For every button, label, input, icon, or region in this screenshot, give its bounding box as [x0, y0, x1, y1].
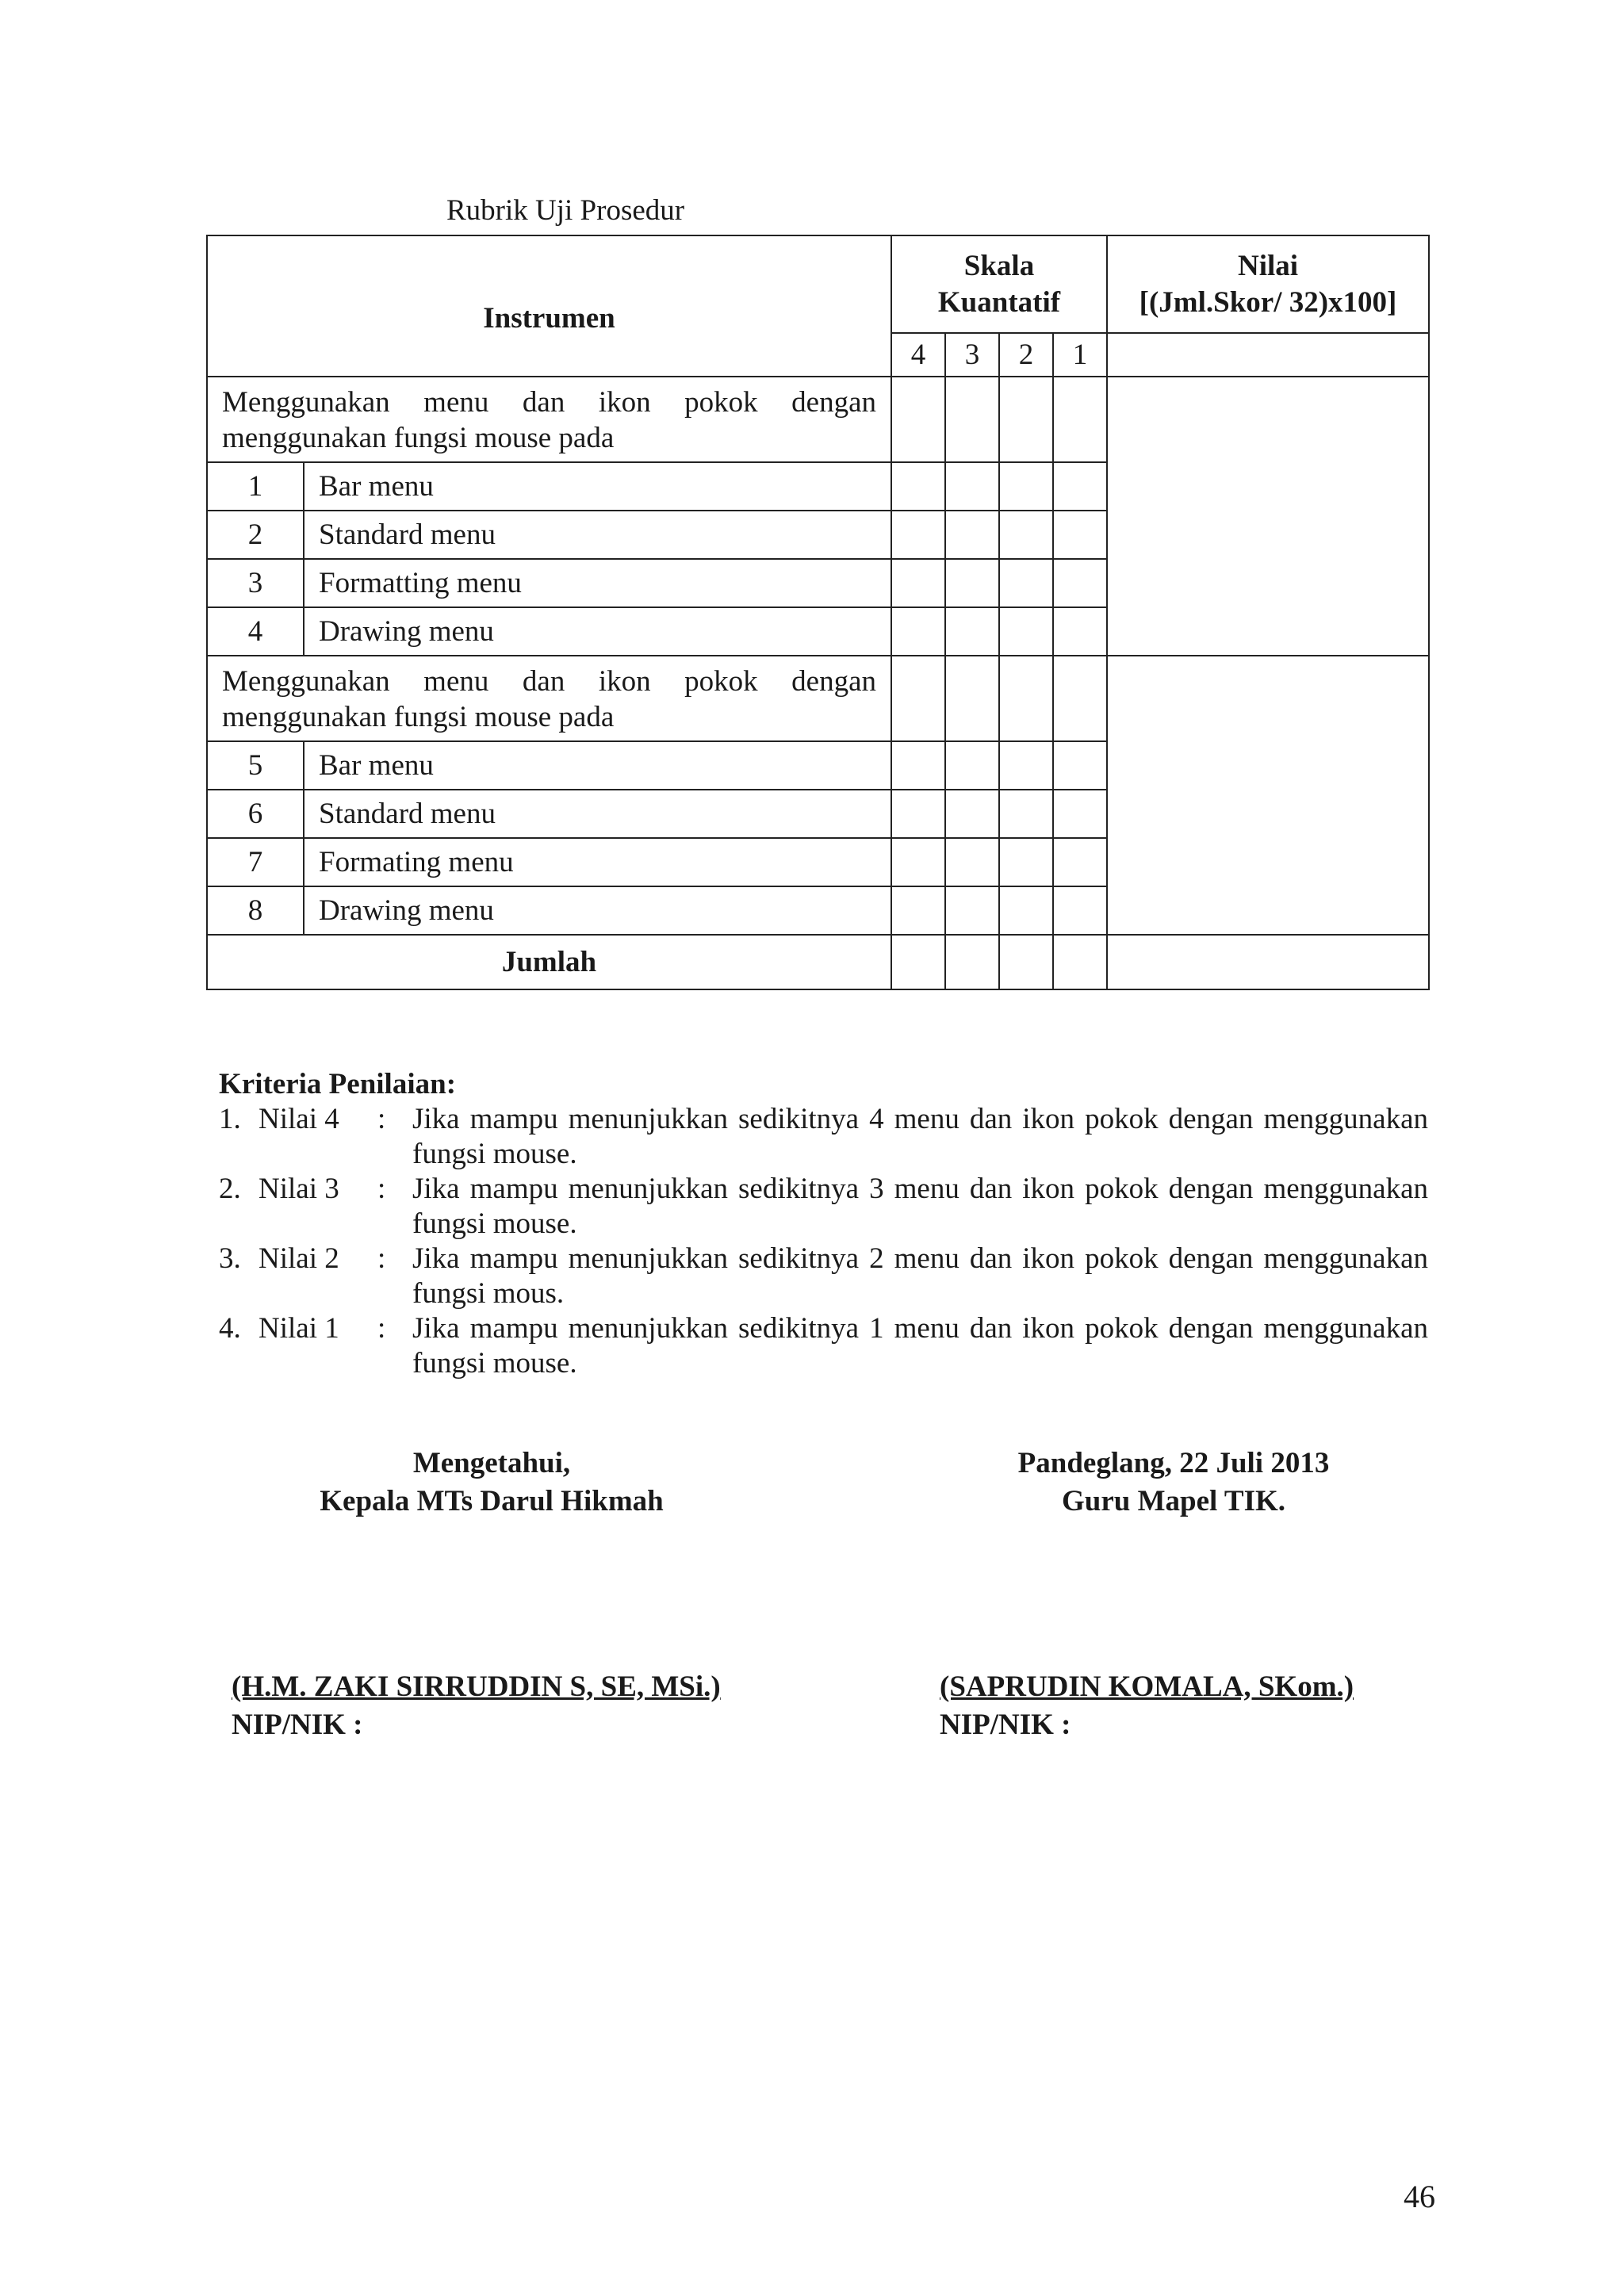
signatory-left	[232, 1668, 721, 1744]
score-cell	[1053, 462, 1107, 511]
score-cell	[1053, 559, 1107, 607]
kriteria-section	[219, 1067, 1428, 1381]
score-cell	[1053, 886, 1107, 935]
score-cell	[891, 838, 945, 886]
signature-right-line2: Guru Mapel TIK.	[1062, 1485, 1285, 1517]
item-label: Bar menu	[304, 462, 891, 511]
signature-block-right	[944, 1445, 1404, 1521]
item-label: Bar menu	[304, 741, 891, 790]
item-number: 8	[207, 886, 304, 935]
signatory-left-name: (H.M. ZAKI SIRRUDDIN S, SE, MSi.)	[232, 1670, 721, 1703]
score-cell	[1053, 511, 1107, 559]
item-number: 7	[207, 838, 304, 886]
list-item	[219, 1311, 1428, 1381]
criterion-colon: :	[377, 1312, 386, 1345]
criterion-label: Nilai 2	[259, 1242, 339, 1275]
page-number: 46	[1404, 2179, 1435, 2214]
item-number: 4	[207, 607, 304, 656]
score-cell	[1053, 656, 1107, 741]
criterion-label: Nilai 4	[259, 1103, 339, 1135]
score-cell	[999, 935, 1053, 989]
score-cell	[945, 935, 999, 989]
rubric-table	[206, 235, 1430, 990]
score-cell	[945, 607, 999, 656]
item-number: 2	[207, 511, 304, 559]
score-cell	[999, 838, 1053, 886]
item-label: Formating menu	[304, 838, 891, 886]
criterion-number: 2.	[219, 1173, 241, 1205]
scale-2: 2	[999, 333, 1053, 377]
criterion-colon: :	[377, 1103, 386, 1135]
criterion-description: Jika mampu menunjukkan sedikitnya 4 menu dan ikon pokok dengan menggunakan fungsi mouse.	[412, 1103, 1428, 1170]
header-instrumen: Instrumen	[207, 235, 891, 377]
criterion-number: 3.	[219, 1242, 241, 1275]
item-number: 6	[207, 790, 304, 838]
score-cell	[891, 462, 945, 511]
criterion-description: Jika mampu menunjukkan sedikitnya 3 menu dan ikon pokok dengan menggunakan fungsi mouse.	[412, 1173, 1428, 1240]
score-cell	[999, 559, 1053, 607]
criterion-label: Nilai 1	[259, 1312, 339, 1345]
score-cell	[1053, 838, 1107, 886]
item-label: Formatting menu	[304, 559, 891, 607]
signature-right-line1: Pandeglang, 22 Juli 2013	[1017, 1447, 1330, 1479]
header-skala: Skala Kuantatif	[891, 235, 1107, 333]
item-label: Standard menu	[304, 790, 891, 838]
score-cell	[1053, 607, 1107, 656]
score-cell	[891, 377, 945, 462]
nilai-cell-group2	[1107, 656, 1429, 935]
score-cell	[1053, 790, 1107, 838]
score-cell	[999, 656, 1053, 741]
score-cell	[891, 935, 945, 989]
nilai-blank-cell	[1107, 333, 1429, 377]
list-item	[219, 1242, 1428, 1311]
total-nilai-cell	[1107, 935, 1429, 989]
signatory-right	[940, 1668, 1354, 1744]
criterion-description: Jika mampu menunjukkan sedikitnya 2 menu dan ikon pokok dengan menggunakan fungsi mous.	[412, 1242, 1428, 1310]
kriteria-title: Kriteria Penilaian:	[219, 1068, 457, 1100]
criterion-number: 4.	[219, 1312, 241, 1345]
item-label: Standard menu	[304, 511, 891, 559]
score-cell	[999, 886, 1053, 935]
jumlah-label: Jumlah	[207, 935, 891, 989]
score-cell	[891, 559, 945, 607]
signature-left-line2: Kepala MTs Darul Hikmah	[320, 1485, 664, 1517]
item-number: 3	[207, 559, 304, 607]
score-cell	[945, 559, 999, 607]
score-cell	[945, 741, 999, 790]
score-cell	[999, 790, 1053, 838]
score-cell	[999, 377, 1053, 462]
score-cell	[891, 790, 945, 838]
score-cell	[999, 462, 1053, 511]
criterion-description: Jika mampu menunjukkan sedikitnya 1 menu dan ikon pokok dengan menggunakan fungsi mouse.	[412, 1312, 1428, 1380]
score-cell	[945, 656, 999, 741]
list-item	[219, 1102, 1428, 1172]
table-caption: Rubrik Uji Prosedur	[446, 194, 685, 227]
item-number: 5	[207, 741, 304, 790]
criterion-label: Nilai 3	[259, 1173, 339, 1205]
item-label: Drawing menu	[304, 886, 891, 935]
nilai-cell-group1	[1107, 377, 1429, 656]
score-cell	[945, 886, 999, 935]
score-cell	[1053, 741, 1107, 790]
criterion-number: 1.	[219, 1103, 241, 1135]
criterion-colon: :	[377, 1173, 386, 1205]
score-cell	[891, 741, 945, 790]
signature-block-left	[262, 1445, 722, 1521]
group2-description: Menggunakan menu dan ikon pokok dengan menggunakan fungsi mouse pada	[207, 656, 891, 741]
signature-left-line1: Mengetahui,	[412, 1447, 571, 1479]
scale-4: 4	[891, 333, 945, 377]
score-cell	[891, 607, 945, 656]
score-cell	[945, 377, 999, 462]
score-cell	[1053, 935, 1107, 989]
signatory-right-name: (SAPRUDIN KOMALA, SKom.)	[940, 1670, 1354, 1703]
item-label: Drawing menu	[304, 607, 891, 656]
score-cell	[999, 511, 1053, 559]
score-cell	[891, 656, 945, 741]
score-cell	[945, 790, 999, 838]
scale-1: 1	[1053, 333, 1107, 377]
criterion-colon: :	[377, 1242, 386, 1275]
score-cell	[1053, 377, 1107, 462]
score-cell	[891, 886, 945, 935]
score-cell	[945, 462, 999, 511]
signatory-right-nip: NIP/NIK :	[940, 1709, 1071, 1741]
header-nilai: Nilai [(Jml.Skor/ 32)x100]	[1107, 235, 1429, 333]
signatory-left-nip: NIP/NIK :	[232, 1709, 363, 1741]
score-cell	[891, 511, 945, 559]
score-cell	[945, 838, 999, 886]
item-number: 1	[207, 462, 304, 511]
group1-description: Menggunakan menu dan ikon pokok dengan menggunakan fungsi mouse pada	[207, 377, 891, 462]
scale-3: 3	[945, 333, 999, 377]
list-item	[219, 1172, 1428, 1242]
score-cell	[999, 741, 1053, 790]
score-cell	[945, 511, 999, 559]
score-cell	[999, 607, 1053, 656]
